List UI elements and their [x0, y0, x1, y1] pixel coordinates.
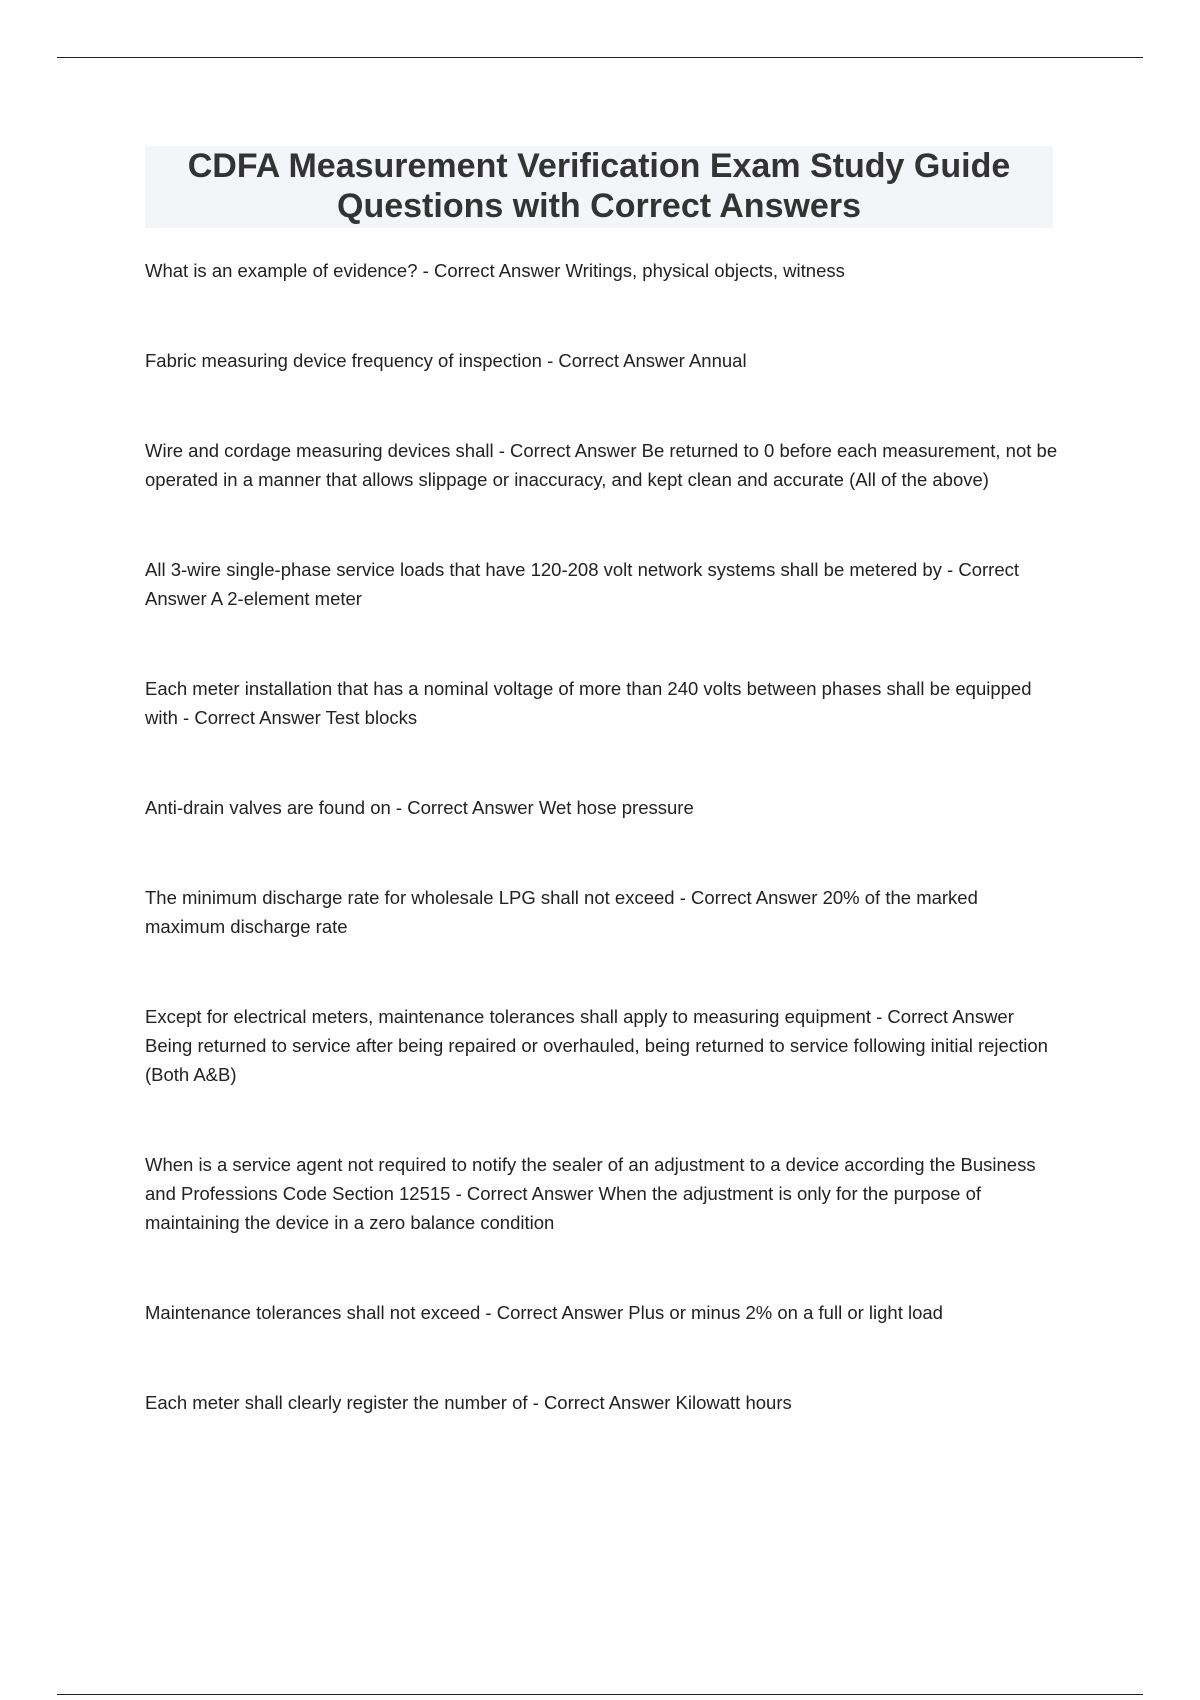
qa-item: Each meter shall clearly register the number of - Correct Answer Kilowatt hours [145, 1392, 792, 1413]
qa-item: The minimum discharge rate for wholesale LPG shall not exceed - Correct Answer 20% of the marked maximum discharge rate [145, 887, 978, 937]
bottom-rule [57, 1694, 1143, 1695]
title-line-1: CDFA Measurement Verification Exam Study Guide [187, 147, 1011, 185]
document-title [145, 146, 1053, 228]
question-answer-list [145, 256, 1060, 1478]
qa-item: Anti-drain valves are found on - Correct Answer Wet hose pressure [145, 797, 694, 818]
title-line-2: Questions with Correct Answers [337, 187, 861, 225]
qa-item: Each meter installation that has a nominal voltage of more than 240 volts between phases shall be equipped with - Correct Answer Test blocks [145, 678, 1032, 728]
top-rule [57, 57, 1143, 58]
qa-item: Maintenance tolerances shall not exceed - Correct Answer Plus or minus 2% on a full or light load [145, 1302, 943, 1323]
qa-item: What is an example of evidence? - Correct Answer Writings, physical objects, witness [145, 260, 845, 281]
qa-item: Fabric measuring device frequency of inspection - Correct Answer Annual [145, 350, 747, 371]
qa-item: Wire and cordage measuring devices shall - Correct Answer Be returned to 0 before each measurement, not be operated in a manner that allows slippage or inaccuracy, and kept clean and accurate (All of the above) [145, 440, 1058, 490]
qa-item: Except for electrical meters, maintenance tolerances shall apply to measuring equipment - Correct Answer Being returned to service after being repaired or overhauled, being returned to service following initial rejection (Both A&B) [145, 1006, 1048, 1085]
qa-item: All 3-wire single-phase service loads that have 120-208 volt network systems shall be metered by - Correct Answer A 2-element meter [145, 559, 1020, 609]
qa-item: When is a service agent not required to notify the sealer of an adjustment to a device according the Business and Professions Code Section 12515 - Correct Answer When the adjustment is only for the purpose of maintaining the device in a zero balance condition [145, 1154, 1036, 1233]
